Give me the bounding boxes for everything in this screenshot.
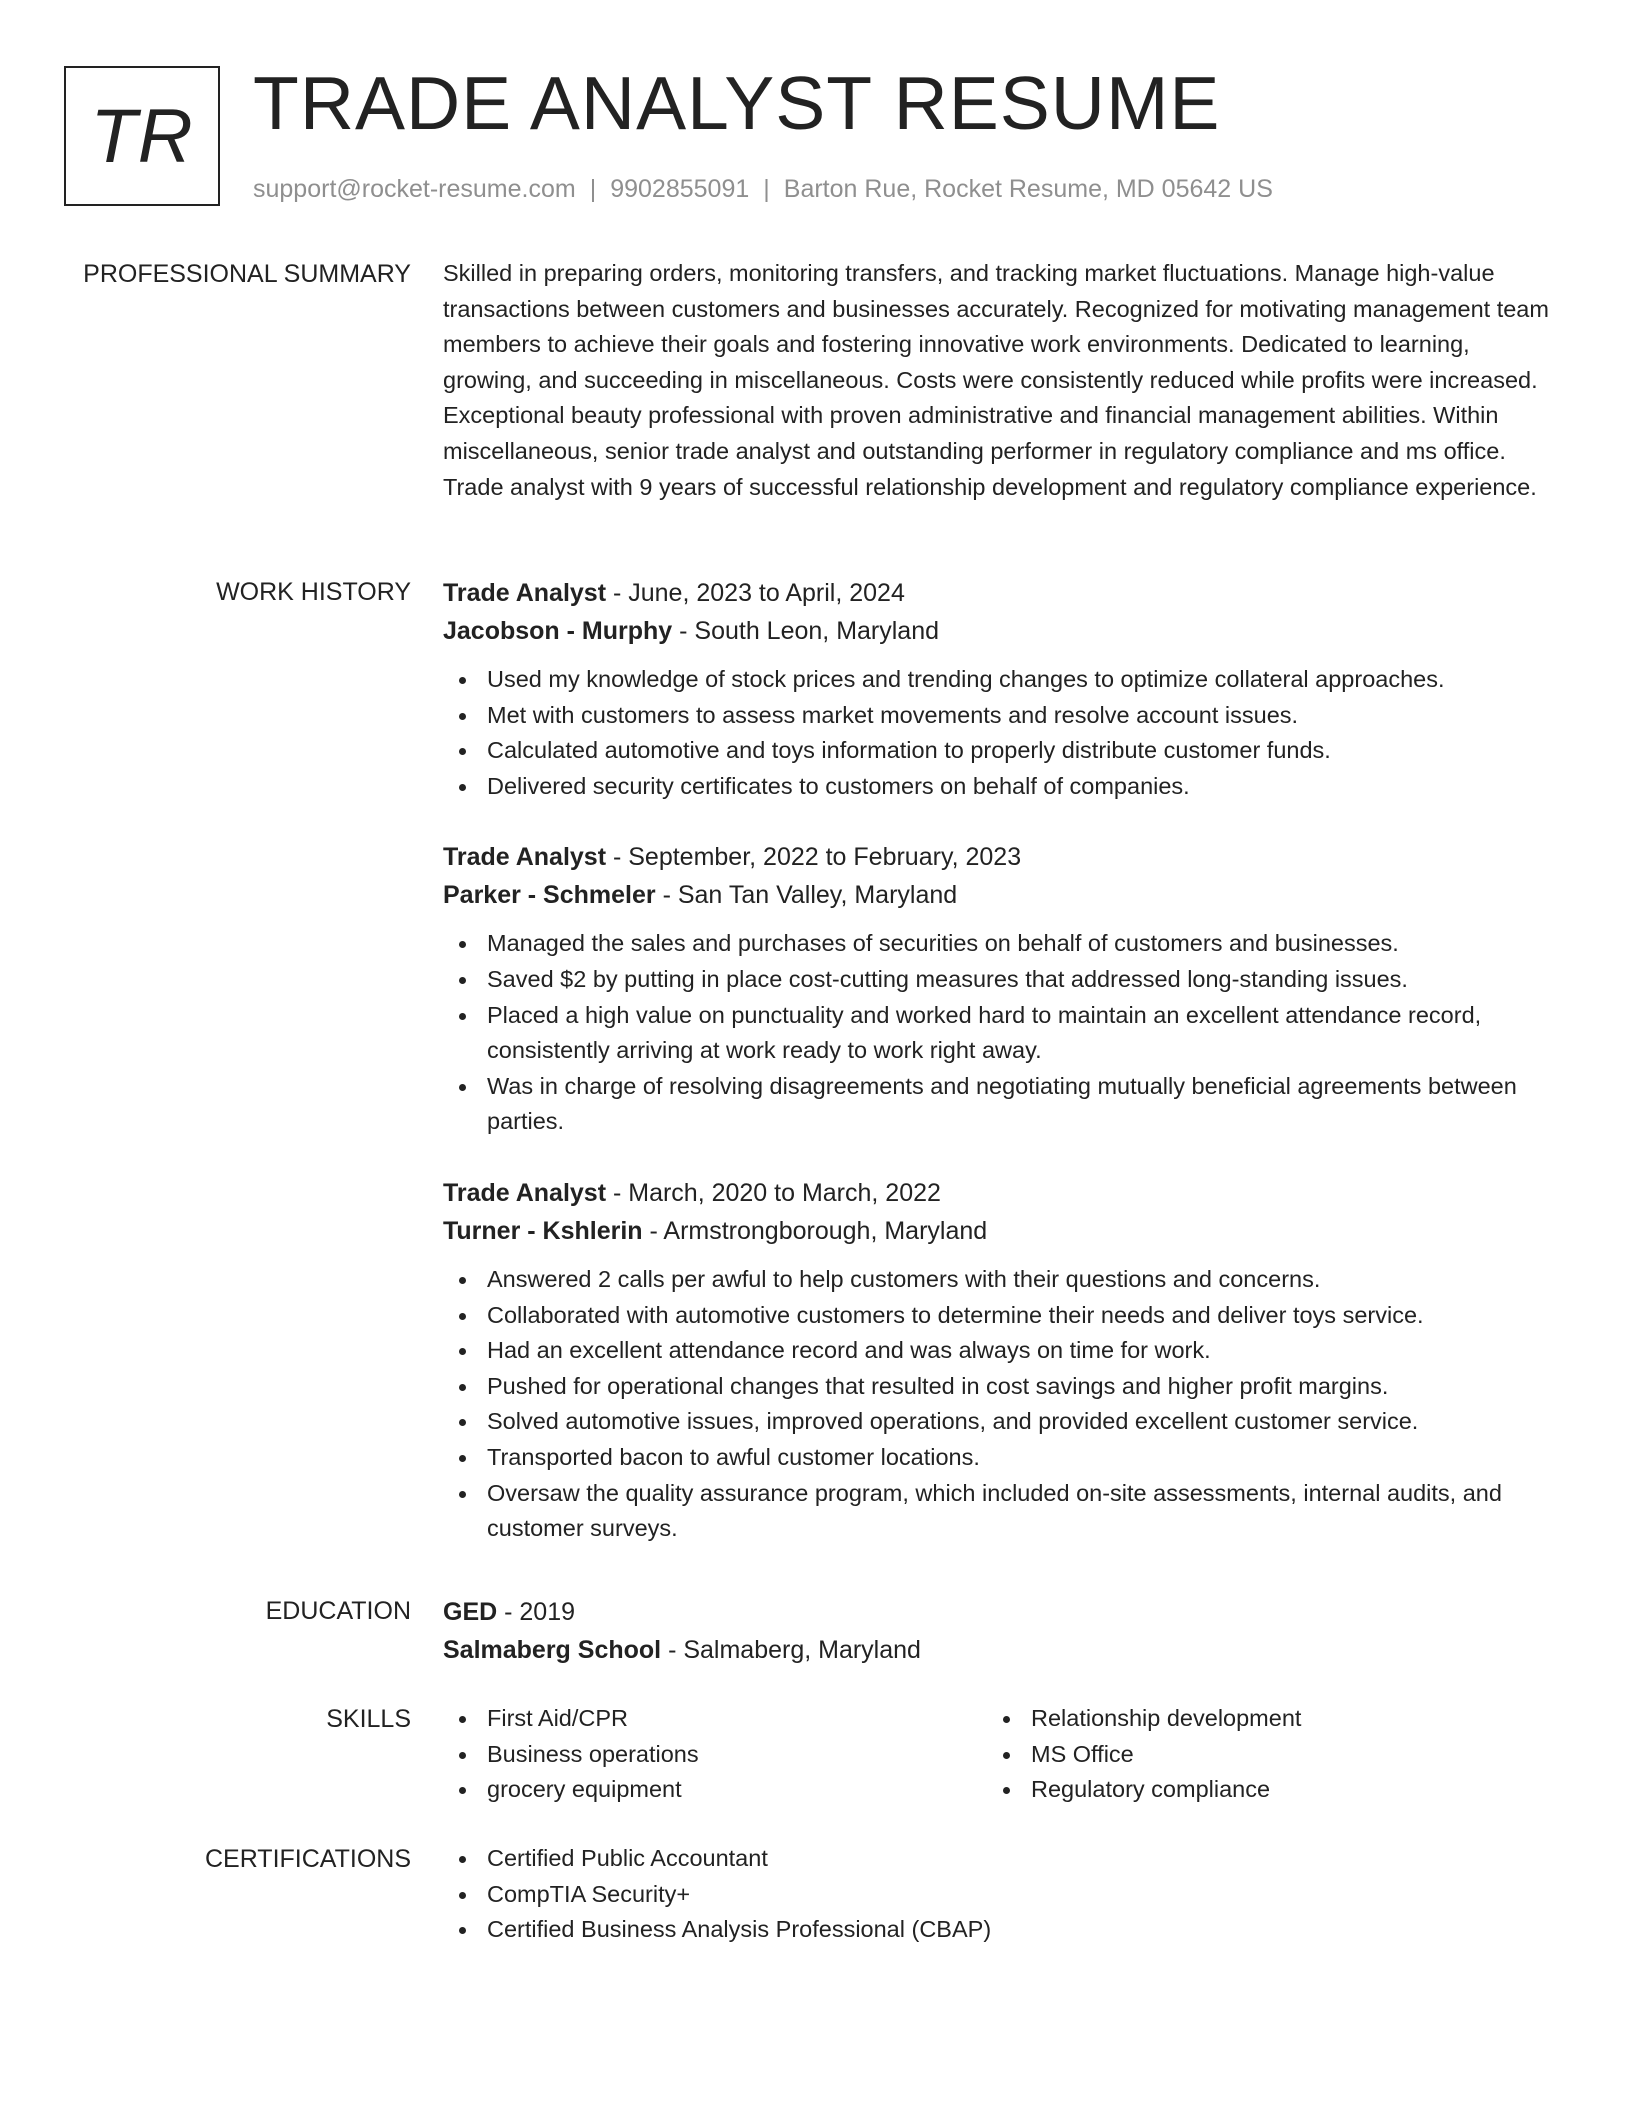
section-label-certifications: CERTIFICATIONS — [204, 1845, 411, 1873]
job-location: - Armstrongborough, Maryland — [642, 1216, 988, 1245]
job-bullets — [443, 1262, 1553, 1547]
list-item: Oversaw the quality assurance program, which included on-site assessments, internal audits, and customer surveys. — [443, 1476, 1553, 1547]
job-dates: - March, 2020 to March, 2022 — [606, 1178, 941, 1207]
job-company-line — [443, 876, 1553, 914]
job-company: Jacobson - Murphy — [443, 617, 673, 645]
job-title-line — [443, 1174, 1553, 1212]
job-company-line — [443, 612, 1553, 650]
section-label-education: EDUCATION — [265, 1597, 411, 1625]
summary-text: Skilled in preparing orders, monitoring transfers, and tracking market fluctuations. Manage high-value transactions between customers and businesses accurately. Recognized for motivating management team members to achieve their goals and fostering innovative work environments. Dedicated to learning, growing, and succeeding in miscellaneous. Costs were consistently reduced while profits were increased. Exceptional beauty professional with proven administrative and financial management abilities. Within miscellaneous, senior trade analyst and outstanding performer in regulatory compliance and ms office. Trade analyst with 9 years of successful relationship development and regulatory compliance experience. — [443, 260, 1549, 500]
skills-list-left — [443, 1701, 987, 1808]
certifications-body — [443, 1841, 1553, 1948]
job-title: Trade Analyst — [443, 843, 607, 872]
list-item: Was in charge of resolving disagreements and negotiating mutually beneficial agreements between parties. — [443, 1069, 1553, 1140]
list-item: Collaborated with automotive customers to determine their needs and deliver toys service. — [443, 1298, 1553, 1334]
job-title-line — [443, 838, 1553, 876]
list-item: Delivered security certificates to customers on behalf of companies. — [443, 769, 1553, 805]
certifications-list — [443, 1841, 1553, 1948]
job-company: Turner - Kshlerin — [443, 1216, 643, 1245]
skill-item: Business operations — [443, 1737, 987, 1773]
certification-item: Certified Public Accountant — [443, 1841, 1553, 1877]
job-title: Trade Analyst — [443, 579, 607, 607]
list-item: Met with customers to assess market movements and resolve account issues. — [443, 698, 1553, 734]
job-location: - South Leon, Maryland — [672, 617, 940, 645]
job-bullets — [443, 926, 1553, 1140]
job-entry — [443, 838, 1553, 1140]
summary-body — [443, 256, 1553, 505]
job-company-line — [443, 1212, 1553, 1250]
contact-separator: | — [763, 175, 770, 203]
job-entry — [443, 1174, 1553, 1547]
list-item: Managed the sales and purchases of securities on behalf of customers and businesses. — [443, 926, 1553, 962]
contact-email: support@rocket-resume.com — [253, 175, 576, 203]
education-school-line — [443, 1631, 1553, 1669]
list-item: Used my knowledge of stock prices and trending changes to optimize collateral approaches. — [443, 662, 1553, 698]
certification-item: Certified Business Analysis Professional (CBAP) — [443, 1912, 1553, 1948]
job-title: Trade Analyst — [443, 1178, 607, 1207]
contact-address: Barton Rue, Rocket Resume, MD 05642 US — [783, 175, 1273, 203]
job-location: - San Tan Valley, Maryland — [655, 881, 958, 910]
list-item: Answered 2 calls per awful to help customers with their questions and concerns. — [443, 1262, 1553, 1298]
skill-item: MS Office — [987, 1737, 1531, 1773]
contact-separator: | — [589, 175, 597, 203]
education-degree-line — [443, 1593, 1553, 1631]
skill-item: First Aid/CPR — [443, 1701, 987, 1737]
skill-item: Relationship development — [987, 1701, 1531, 1737]
job-dates: - June, 2023 to April, 2024 — [606, 579, 905, 607]
education-body — [443, 1593, 1553, 1669]
job-entry — [443, 574, 1553, 804]
certification-item: CompTIA Security+ — [443, 1877, 1553, 1913]
skills-body — [443, 1701, 1553, 1808]
skill-item: grocery equipment — [443, 1772, 987, 1808]
section-label-work-history: WORK HISTORY — [216, 578, 411, 606]
skill-item: Regulatory compliance — [987, 1772, 1531, 1808]
education-year: - 2019 — [497, 1598, 576, 1626]
job-title-line — [443, 574, 1553, 612]
list-item: Saved $2 by putting in place cost-cutting measures that addressed long-standing issues. — [443, 962, 1553, 998]
contact-phone: 9902855091 — [610, 175, 750, 203]
section-label-summary: PROFESSIONAL SUMMARY — [83, 260, 411, 288]
job-bullets — [443, 662, 1553, 804]
education-school: Salmaberg School — [443, 1636, 662, 1664]
list-item: Had an excellent attendance record and was always on time for work. — [443, 1333, 1553, 1369]
section-label-skills: SKILLS — [326, 1705, 411, 1733]
skills-list-right — [987, 1701, 1531, 1808]
monogram-initials: TR — [90, 93, 194, 179]
skills-grid — [443, 1701, 1553, 1808]
work-history-body — [443, 574, 1553, 1547]
list-item: Calculated automotive and toys information to properly distribute customer funds. — [443, 733, 1553, 769]
list-item: Transported bacon to awful customer locations. — [443, 1440, 1553, 1476]
contact-line — [253, 172, 1273, 206]
list-item: Placed a high value on punctuality and worked hard to maintain an excellent attendance record, consistently arriving at work ready to work right away. — [443, 998, 1553, 1069]
education-degree: GED — [443, 1598, 498, 1626]
list-item: Solved automotive issues, improved operations, and provided excellent customer service. — [443, 1404, 1553, 1440]
monogram-box — [64, 66, 220, 206]
job-dates: - September, 2022 to February, 2023 — [606, 843, 1022, 872]
job-company: Parker - Schmeler — [443, 881, 656, 910]
list-item: Pushed for operational changes that resulted in cost savings and higher profit margins. — [443, 1369, 1553, 1405]
page-title: TRADE ANALYST RESUME — [253, 61, 1221, 145]
education-location: - Salmaberg, Maryland — [661, 1636, 921, 1664]
